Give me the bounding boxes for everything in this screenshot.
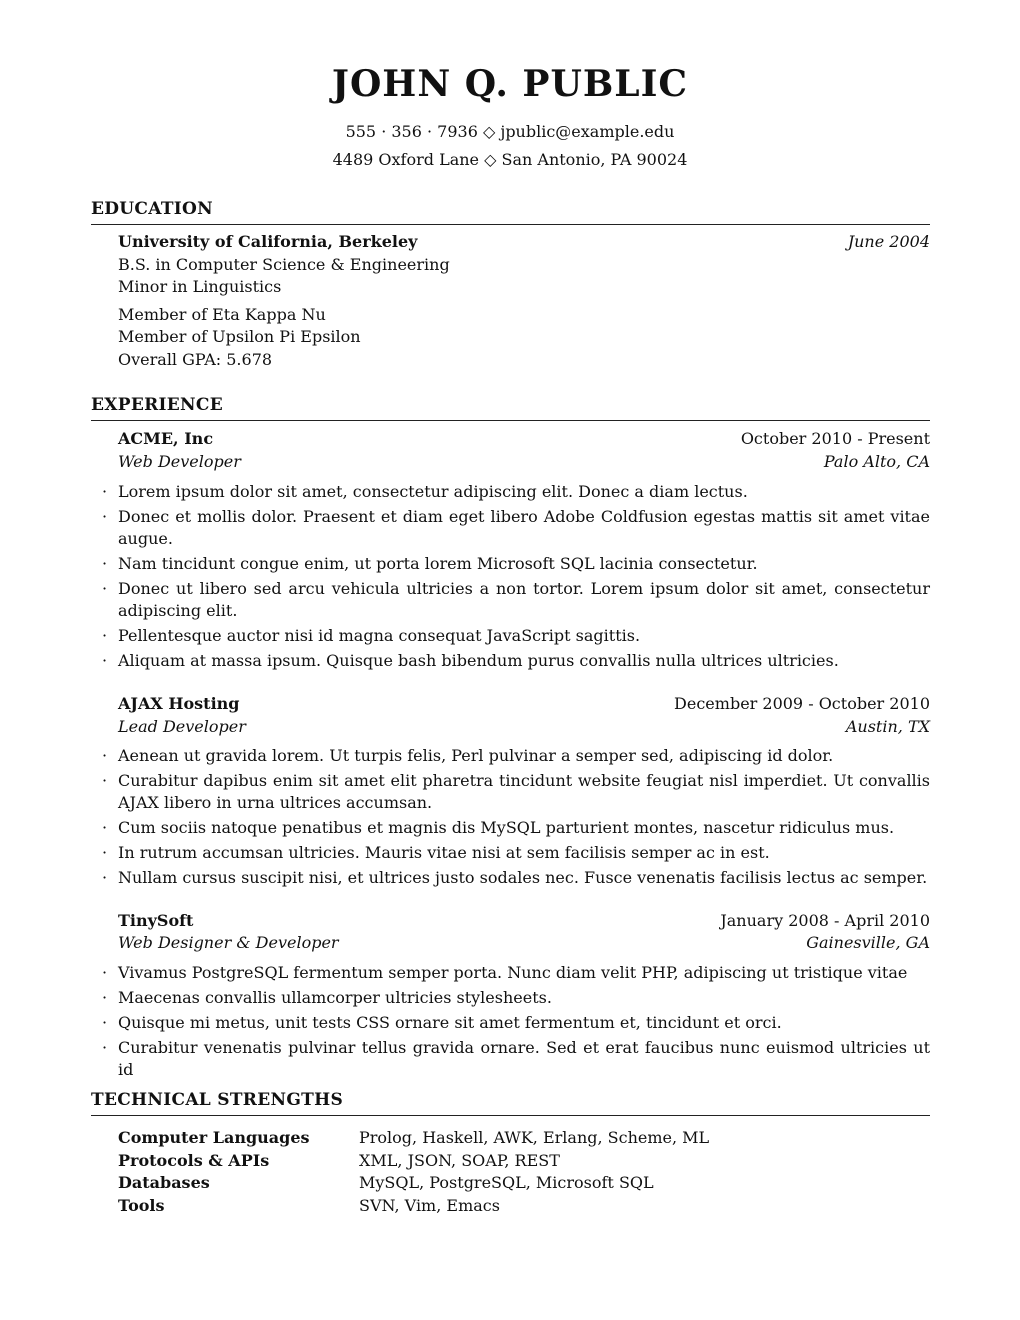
- experience-section: [91, 394, 930, 1079]
- list-item: · Donec et mollis dolor. Praesent et diam eget libero Adobe Coldfusion egestas mattis sit amet vitae augue.: [102, 507, 930, 548]
- list-item: · Curabitur venenatis pulvinar tellus gravida ornare. Sed et erat faucibus nunc euismod ultricies ut id: [102, 1038, 930, 1079]
- skill-value: MySQL, PostgreSQL, Microsoft SQL: [359, 1173, 654, 1192]
- company-name: ACME, Inc: [118, 429, 214, 448]
- section-title-education: EDUCATION: [91, 198, 930, 225]
- list-item: · In rutrum accumsan ultricies. Mauris vitae nisi at sem facilisis semper ac in est.: [102, 843, 770, 862]
- job-bullets: [91, 745, 930, 892]
- degree: B.S. in Computer Science & Engineering: [118, 255, 450, 274]
- list-item: · Nullam cursus suscipit nisi, et ultrices justo sodales nec. Fusce venenatis facilisis lectus ac semper.: [102, 868, 928, 887]
- job-dates: January 2008 - April 2010: [720, 911, 930, 930]
- list-item: · Vivamus PostgreSQL fermentum semper porta. Nunc diam velit PHP, adipiscing ut tristique vitae: [102, 963, 908, 982]
- job-role: Lead Developer: [118, 717, 246, 736]
- list-item: · Nam tincidunt congue enim, ut porta lorem Microsoft SQL lacinia consectetur.: [102, 554, 758, 573]
- section-title-experience: EXPERIENCE: [91, 394, 930, 421]
- list-item: · Lorem ipsum dolor sit amet, consectetur adipiscing elit. Donec a diam lectus.: [102, 482, 748, 501]
- list-item: · Aliquam at massa ipsum. Quisque bash bibendum purus convallis nulla ultrices ultricies.: [102, 651, 839, 670]
- skill-value: XML, JSON, SOAP, REST: [359, 1151, 560, 1170]
- graduation-date: June 2004: [847, 232, 930, 251]
- job-bullets: [91, 481, 930, 675]
- list-item: · Maecenas convallis ullamcorper ultricies stylesheets.: [102, 988, 552, 1007]
- skill-value: SVN, Vim, Emacs: [359, 1196, 500, 1215]
- education-note: Overall GPA: 5.678: [118, 350, 273, 369]
- contact-phone-email: 555 · 356 · 7936 ◇ jpublic@example.edu: [345, 122, 675, 141]
- company-name: TinySoft: [118, 911, 194, 930]
- list-item: · Donec ut libero sed arcu vehicula ultricies a non tortor. Lorem ipsum dolor sit amet, consectetur adipiscing elit.: [102, 579, 930, 620]
- minor: Minor in Linguistics: [118, 277, 282, 296]
- job-location: Palo Alto, CA: [823, 452, 930, 471]
- education-note: Member of Upsilon Pi Epsilon: [118, 327, 361, 346]
- section-title-skills: TECHNICAL STRENGTHS: [91, 1089, 930, 1116]
- job-dates: December 2009 - October 2010: [674, 694, 930, 713]
- list-item: · Pellentesque auctor nisi id magna consequat JavaScript sagittis.: [102, 626, 641, 645]
- job-role: Web Designer & Developer: [118, 933, 339, 952]
- skill-label: Databases: [118, 1173, 210, 1192]
- skills-section: [91, 1089, 930, 1229]
- list-item: · Cum sociis natoque penatibus et magnis dis MySQL parturient montes, nascetur ridiculus mus.: [102, 818, 895, 837]
- skill-label: Tools: [118, 1196, 165, 1215]
- skill-value: Prolog, Haskell, AWK, Erlang, Scheme, ML: [359, 1128, 710, 1147]
- job-location: Austin, TX: [845, 717, 930, 736]
- job-location: Gainesville, GA: [806, 933, 930, 952]
- list-item: · Quisque mi metus, unit tests CSS ornare sit amet fermentum et, tincidunt et orci.: [102, 1013, 782, 1032]
- contact-address: 4489 Oxford Lane ◇ San Antonio, PA 90024: [332, 150, 688, 169]
- education-section: [91, 198, 930, 378]
- resume-name: JOHN Q. PUBLIC: [331, 63, 689, 105]
- job-dates: October 2010 - Present: [740, 429, 930, 448]
- education-note: Member of Eta Kappa Nu: [118, 305, 326, 324]
- school-name: University of California, Berkeley: [118, 232, 418, 251]
- list-item: · Curabitur dapibus enim sit amet elit pharetra tincidunt website feugiat nisl imperdiet. Ut convallis AJAX libero in urna ultrices accumsan.: [102, 771, 930, 812]
- skill-label: Protocols & APIs: [118, 1151, 270, 1170]
- job-role: Web Developer: [118, 452, 241, 471]
- company-name: AJAX Hosting: [118, 694, 240, 713]
- job-bullets: [91, 962, 930, 1084]
- list-item: · Aenean ut gravida lorem. Ut turpis felis, Perl pulvinar a semper sed, adipiscing id dolor.: [102, 746, 834, 765]
- skill-label: Computer Languages: [118, 1128, 310, 1147]
